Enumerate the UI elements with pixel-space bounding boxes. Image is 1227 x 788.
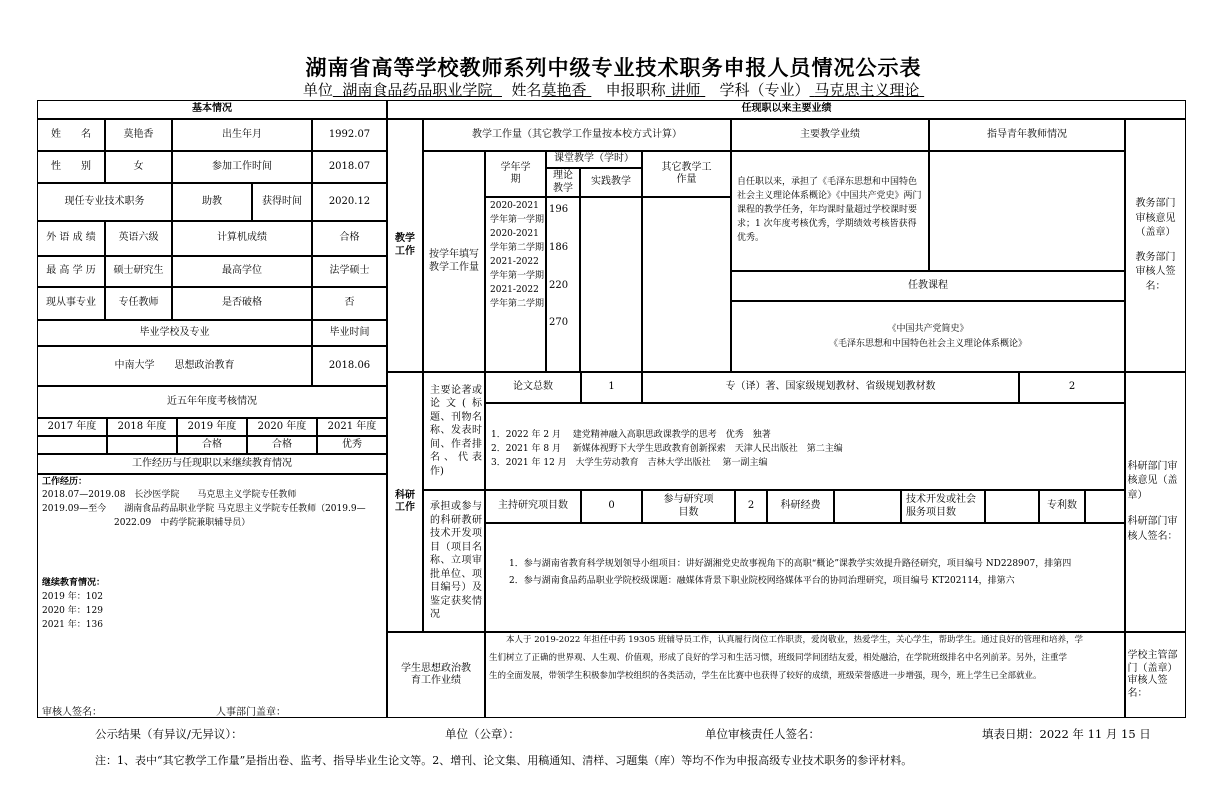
result-2017 [37, 436, 107, 454]
unit-seal: 单位（公章）： [445, 727, 520, 741]
project-item: 2．参与湖南食品药品职业学院校级课题：融媒体背景下职业院校网络媒体平台的协同治理研究，项目编号 KT202114，排第六 [509, 575, 1015, 586]
host-count: 0 [581, 490, 642, 523]
paper-count: 1 [581, 372, 642, 403]
cont-line: 2020 年：129 [42, 605, 103, 616]
projects-label-cell: 承担或参与的科研教研技术开发项目（项目名称、立项审批单位、项目编号）及鉴定获奖情况 [423, 490, 485, 632]
ky-opinion: 科研部门审核意见（盖章） [1127, 460, 1178, 501]
by-year-cell: 按学年填写教学工作量 [423, 151, 485, 372]
lang-cell: 英语六级 [105, 221, 172, 256]
course-item: 《中国共产党简史》 [887, 324, 969, 335]
unit-label: 单位 [302, 81, 333, 99]
unit-value: 湖南食品药品职业学院 [342, 81, 493, 99]
project-item: 1．参与湖南省教育科学规划领导小组项目：讲好湖湘党史故事视角下的高职“概论”课教学实效提升路径研究，项目编号 ND228907，排第四 [509, 559, 1072, 569]
assess-header: 近五年年度考核情况 [37, 386, 387, 418]
hr-seal: 人事部门盖章： [216, 707, 286, 718]
basic-info-header: 基本情况 [37, 100, 387, 119]
col-theory: 理论教学 [546, 168, 580, 197]
paper-item: 1．2022 年 2 月 建党精神融入高职思政课教学的思考 优秀 独著 [491, 430, 771, 440]
resume-line: 2019.09—至今 湖南食品药品职业学院 马克思主义学院专任教师（2019.9— [42, 503, 366, 514]
mismatch-label-cell: 是否破格 [172, 287, 312, 320]
cont-list [42, 591, 103, 633]
practice-cell [580, 197, 642, 372]
result-2021: 优秀 [317, 436, 387, 454]
gender-label-cell: 性 别 [37, 151, 105, 183]
work-cell: 2018.07 [312, 151, 387, 183]
host-label: 主持研究项目数 [485, 490, 581, 523]
publicity-result: 公示结果（有异议/无异议）： [95, 727, 243, 741]
resume-line: 2022.09 中药学院兼职辅导员） [42, 517, 251, 528]
year-2019: 2019 年度 [177, 418, 247, 436]
birth-label-cell: 出生年月 [172, 119, 312, 151]
fill-date: 填表日期：2022 年 11 月 15 日 [982, 727, 1151, 741]
ideo-text [489, 632, 1083, 686]
tech-value [985, 490, 1039, 523]
teaching-achv-header: 主要教学业绩 [731, 119, 929, 151]
tech-label: 技术开发或社会服务项目数 [901, 490, 985, 523]
result-2018 [107, 436, 177, 454]
resume-title: 工作经历： [42, 477, 88, 487]
term-item: 2020-2021学年第一学期 [490, 201, 545, 225]
grad-label-cell: 毕业时间 [312, 320, 387, 346]
fund-label: 科研经费 [767, 490, 834, 523]
cont-title: 继续教育情况： [42, 578, 106, 588]
col-year: 学年学期 [485, 151, 546, 197]
year-2017: 2017 年度 [37, 418, 107, 436]
courses-header: 任教课程 [731, 271, 1125, 301]
page-title: 湖南省高等学校教师系列中级专业技术职务申报人员情况公示表 [305, 55, 922, 80]
resume-line: 2018.07—2019.08 长沙医学院 马克思主义学院专任教师 [42, 490, 297, 500]
post-label: 申报职称 [605, 81, 666, 99]
gender-cell: 女 [105, 151, 172, 183]
book-count: 2 [1019, 372, 1125, 403]
paper-item: 2．2021 年 8 月 新媒体视野下大学生思政教育创新探索 天津人民出版社 第二主编 [491, 443, 843, 454]
edu-cell: 硕士研究生 [105, 256, 172, 287]
name-label-cell: 姓 名 [37, 119, 105, 151]
papers-list [491, 429, 843, 471]
degree-cell: 法学硕士 [312, 256, 387, 287]
other-cell [642, 197, 731, 372]
obtain-cell: 2020.12 [312, 183, 387, 221]
courses-cell [731, 301, 1125, 372]
col-practice: 实践教学 [580, 168, 642, 197]
ideo-line: 生的全面发展，带领学生积极参加学校组织的各类活动，学生在比赛中也获得了较好的成绩，班级荣誉感进一步增强，现今，班上学生已全部就业。 [489, 670, 1042, 681]
hours-value: 220 [549, 280, 569, 291]
year-2021: 2021 年度 [317, 418, 387, 436]
title-cell: 助教 [172, 183, 252, 221]
jw-opinion-cell [1125, 119, 1186, 372]
name-value: 莫艳香 [541, 81, 587, 99]
cont-line: 2021 年：136 [42, 619, 103, 630]
result-2019: 合格 [177, 436, 247, 454]
work-label-cell: 参加工作时间 [172, 151, 312, 183]
subject-label: 学科（专业） [719, 81, 810, 99]
name-cell: 莫艳香 [105, 119, 172, 151]
ky-opinion-cell [1125, 372, 1186, 632]
ideo-line: 本人于 2019-2022 年担任中药 19305 班辅导员工作，认真履行岗位工作职责，爱岗敬业，热爱学生，关心学生，帮助学生。通过良好的管理和培养，学 [489, 635, 1083, 645]
lang-label-cell: 外 语 成 绩 [37, 221, 105, 256]
major-cell: 专任教师 [105, 287, 172, 320]
post-value: 讲师 [670, 81, 701, 99]
obtain-label-cell: 获得时间 [252, 183, 312, 221]
paper-count-label: 论文总数 [485, 372, 581, 403]
degree-label-cell: 最高学位 [172, 256, 312, 287]
mismatch-cell: 否 [312, 287, 387, 320]
name-label: 姓名 [511, 81, 542, 99]
major-label-cell: 现从事专业 [37, 287, 105, 320]
reviewer-sign: 审核人签名： [42, 707, 102, 718]
ky-sign: 科研部门审核人签名： [1127, 516, 1178, 542]
unit-sign: 单位审核责任人签名： [705, 727, 820, 741]
computer-label-cell: 计算机成绩 [172, 221, 312, 256]
book-label: 专（译）著、国家级规划教材、省级规划教材数 [642, 372, 1019, 403]
patent-label: 专利数 [1039, 490, 1085, 523]
terms-cell [485, 197, 546, 372]
ideo-line: 生们树立了正确的世界观、人生观、价值观，形成了良好的学习和生活习惯，班级同学间团结友爱，相处融洽，在学院班级排名中名列前茅。另外，注重学 [489, 652, 1068, 663]
achievement-header: 任现职以来主要业绩 [387, 100, 1186, 119]
teaching-achv-cell [731, 151, 929, 271]
page-subtitle [0, 79, 1227, 100]
grad-cell: 2018.06 [312, 346, 387, 386]
patent-value [1085, 490, 1125, 523]
guide-cell [929, 151, 1125, 271]
result-2020: 合格 [247, 436, 317, 454]
guide-header: 指导青年教师情况 [929, 119, 1125, 151]
col-class: 课堂教学（学时） [546, 151, 642, 168]
teaching-achv-text: 自任职以来，承担了《毛泽东思想和中国特色社会主义理论体系概论》《中国共产党史》两门课程的教学任务，年均课时量超过学校课时要求；1 次年度考核优秀，学期绩效考核皆获得优秀。 [737, 177, 922, 243]
cont-line: 2019 年：102 [42, 592, 103, 602]
course-item: 《毛泽东思想和中国特色社会主义理论体系概论》 [828, 338, 1027, 349]
ideo-label-cell: 学生思想政治教育工作业绩 [387, 632, 485, 718]
xs-sign-cell [1125, 632, 1186, 718]
title-label-cell: 现任专业技术职务 [37, 183, 172, 221]
xs-sign: 学校主管部门（盖章）审核人签名： [1127, 650, 1178, 699]
resume-list [42, 489, 366, 531]
col-other: 其它教学工作量 [642, 151, 731, 197]
term-item: 2021-2022学年第二学期 [490, 284, 545, 309]
jw-sign: 教务部门审核人签名： [1135, 251, 1176, 292]
fund-value [834, 490, 901, 523]
year-2020: 2020 年度 [247, 418, 317, 436]
year-2018: 2018 年度 [107, 418, 177, 436]
school-label-cell: 毕业学校及专业 [37, 320, 312, 346]
hours-value: 270 [549, 317, 569, 328]
term-item: 2020-2021学年第二学期 [490, 228, 545, 253]
jw-opinion: 教务部门审核意见（盖章） [1135, 198, 1176, 238]
join-label: 参与研究项目数 [642, 490, 735, 523]
subject-value: 马克思主义理论 [814, 81, 920, 99]
term-item: 2021-2022学年第一学期 [490, 256, 545, 281]
hours-value: 186 [549, 242, 569, 253]
resume-header: 工作经历与任现职以来继续教育情况 [37, 454, 387, 474]
projects-list [509, 558, 1071, 589]
footnote: 注：1、表中“其它教学工作量”是指出卷、监考、指导毕业生论文等。2、增刊、论文集、用稿通知、清样、习题集（库）等均不作为申报高级专业技术职务的参评材料。 [95, 754, 913, 767]
hours-value: 196 [549, 204, 569, 215]
workload-header: 教学工作量（其它教学工作量按本校方式计算） [423, 119, 731, 151]
join-count: 2 [735, 490, 767, 523]
birth-cell: 1992.07 [312, 119, 387, 151]
research-label: 科研工作 [387, 372, 423, 632]
paper-item: 3．2021 年 12 月 大学生劳动教育 吉林大学出版社 第一副主编 [491, 457, 768, 468]
papers-label-cell: 主要论著或论文(标题、刊物名称、发表时间、作者排名、代表作) [423, 372, 485, 490]
edu-label-cell: 最 高 学 历 [37, 256, 105, 287]
computer-cell: 合格 [312, 221, 387, 256]
teaching-label: 教学工作 [387, 119, 423, 372]
school-cell: 中南大学 思想政治教育 [37, 346, 312, 386]
